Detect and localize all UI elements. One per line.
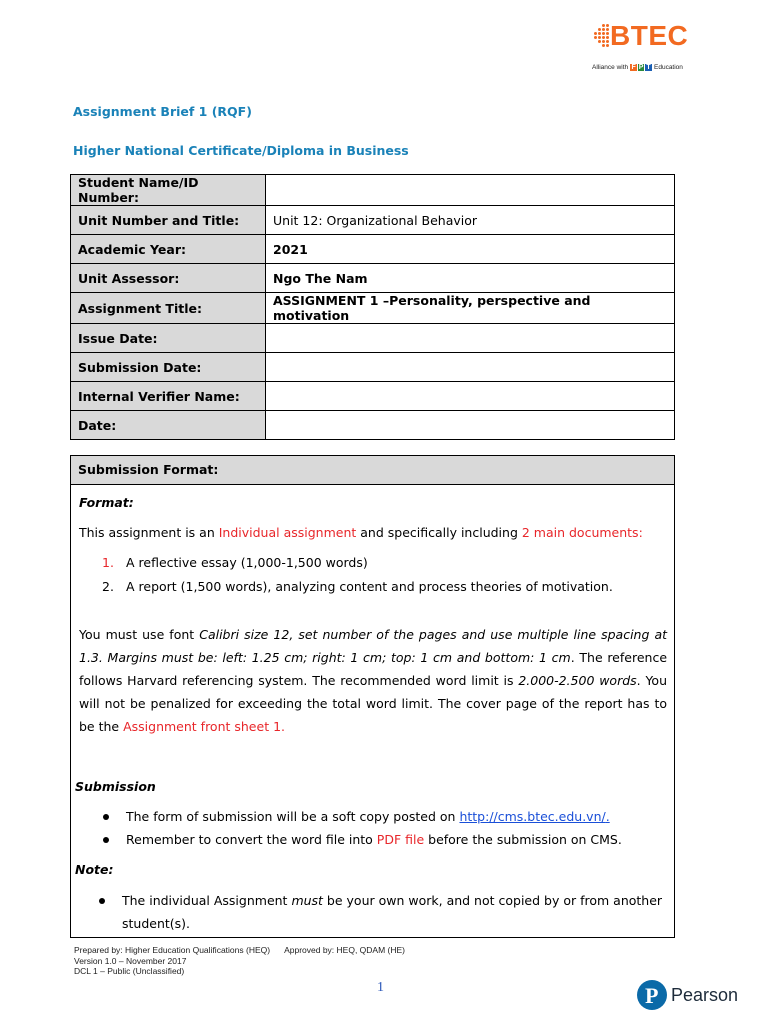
table-row — [71, 324, 675, 353]
bullet-icon — [103, 814, 109, 820]
list-text: before the submission on CMS. — [424, 832, 622, 847]
row-label: Unit Assessor: — [71, 264, 266, 293]
program-heading: Higher National Certificate/Diploma in Business — [73, 143, 409, 158]
bullet-icon — [99, 898, 105, 904]
list-item — [102, 555, 368, 570]
btec-logo — [592, 20, 692, 80]
submission-label: Submission — [75, 779, 156, 794]
table-row — [71, 382, 675, 411]
list-text: be your own work, and not copied by or from another — [322, 893, 663, 908]
list-text: The form of submission will be a soft copy posted on — [126, 809, 460, 824]
table-row — [71, 206, 675, 235]
row-value: Ngo The Nam — [266, 264, 675, 293]
row-label: Submission Date: — [71, 353, 266, 382]
row-value: 2021 — [266, 235, 675, 264]
submission-format-header: Submission Format: — [71, 456, 674, 485]
list-text: The individual Assignment — [122, 893, 292, 908]
row-value — [266, 324, 675, 353]
alliance-suffix: Education — [654, 64, 683, 71]
pearson-circle-icon: P — [637, 980, 667, 1010]
footer-approved: Approved by: HEQ, QDAM (HE) — [284, 945, 405, 955]
table-row — [71, 411, 675, 440]
row-value — [266, 382, 675, 411]
page-number: 1 — [377, 980, 384, 995]
list-item — [126, 809, 610, 824]
row-value: Unit 12: Organizational Behavior — [266, 206, 675, 235]
para-text: You must use font — [79, 627, 200, 642]
format-intro — [79, 525, 643, 540]
para-text: . The reference follows Harvard referencing system. The recommended word limit is — [79, 650, 668, 688]
assignment-brief-heading: Assignment Brief 1 (RQF) — [73, 104, 252, 119]
para-text: . You will not be penalized for exceeding the total word limit. The cover page of the report has to be the — [79, 673, 667, 734]
footer-classification: DCL 1 – Public (Unclassified) — [74, 966, 185, 976]
link-period: . — [605, 809, 610, 824]
pearson-wordmark: Pearson — [671, 985, 739, 1005]
bullet-icon — [103, 837, 109, 843]
para-italic: 2.000-2.500 words — [518, 673, 637, 688]
footer-line — [74, 945, 405, 956]
row-value — [266, 353, 675, 382]
list-italic: must — [291, 893, 323, 908]
intro-text: This assignment is an — [79, 525, 219, 540]
list-highlight: PDF file — [376, 832, 425, 847]
row-label: Student Name/ID Number: — [71, 175, 266, 206]
table-row — [71, 175, 675, 206]
note-label: Note: — [75, 862, 114, 877]
document-footer — [74, 945, 405, 977]
fpt-logo: F P T — [631, 64, 651, 71]
alliance-line — [592, 64, 683, 71]
intro-text: and specifically including — [356, 525, 522, 540]
row-value — [266, 411, 675, 440]
alliance-prefix: Alliance with — [592, 64, 629, 71]
format-requirements-paragraph — [79, 623, 667, 738]
footer-prepared: Prepared by: Higher Education Qualifications (HEQ) — [74, 945, 271, 955]
table-row — [71, 353, 675, 382]
row-label: Assignment Title: — [71, 293, 266, 324]
list-text: A report (1,500 words), analyzing content and process theories of motivation. — [126, 579, 613, 594]
list-text: A reflective essay (1,000-1,500 words) — [126, 555, 368, 570]
row-label: Internal Verifier Name: — [71, 382, 266, 411]
footer-version: Version 1.0 – November 2017 — [74, 955, 187, 966]
intro-highlight: 2 main documents: — [521, 525, 643, 540]
table-row — [71, 264, 675, 293]
row-value: ASSIGNMENT 1 –Personality, perspective and motivation — [266, 293, 675, 324]
para-highlight: Assignment front sheet 1. — [123, 719, 285, 734]
row-label: Academic Year: — [71, 235, 266, 264]
row-value — [266, 175, 675, 206]
intro-highlight: Individual assignment — [218, 525, 357, 540]
format-label: Format: — [79, 495, 134, 510]
list-item — [126, 832, 622, 847]
row-label: Date: — [71, 411, 266, 440]
assignment-info-table — [70, 174, 675, 440]
btec-wordmark: BTEC — [610, 20, 689, 51]
list-number: 1. — [102, 555, 114, 570]
row-label: Unit Number and Title: — [71, 206, 266, 235]
list-text: Remember to convert the word file into — [126, 832, 377, 847]
para-italic: Calibri size 12, set number of the pages and use multiple line spacing at 1.3. Margins must be: left: 1.25 cm; right: 1 cm; top: 1 cm and bottom: 1 cm — [79, 627, 668, 665]
cms-link[interactable]: http://cms.btec.edu.vn/ — [459, 809, 606, 824]
submission-format-box — [70, 455, 675, 938]
list-item — [102, 579, 613, 594]
pearson-logo — [637, 980, 747, 1014]
table-row — [71, 235, 675, 264]
row-label: Issue Date: — [71, 324, 266, 353]
table-row — [71, 293, 675, 324]
list-item — [122, 893, 662, 908]
list-number: 2. — [102, 579, 114, 594]
list-item-continuation: student(s). — [122, 916, 191, 931]
